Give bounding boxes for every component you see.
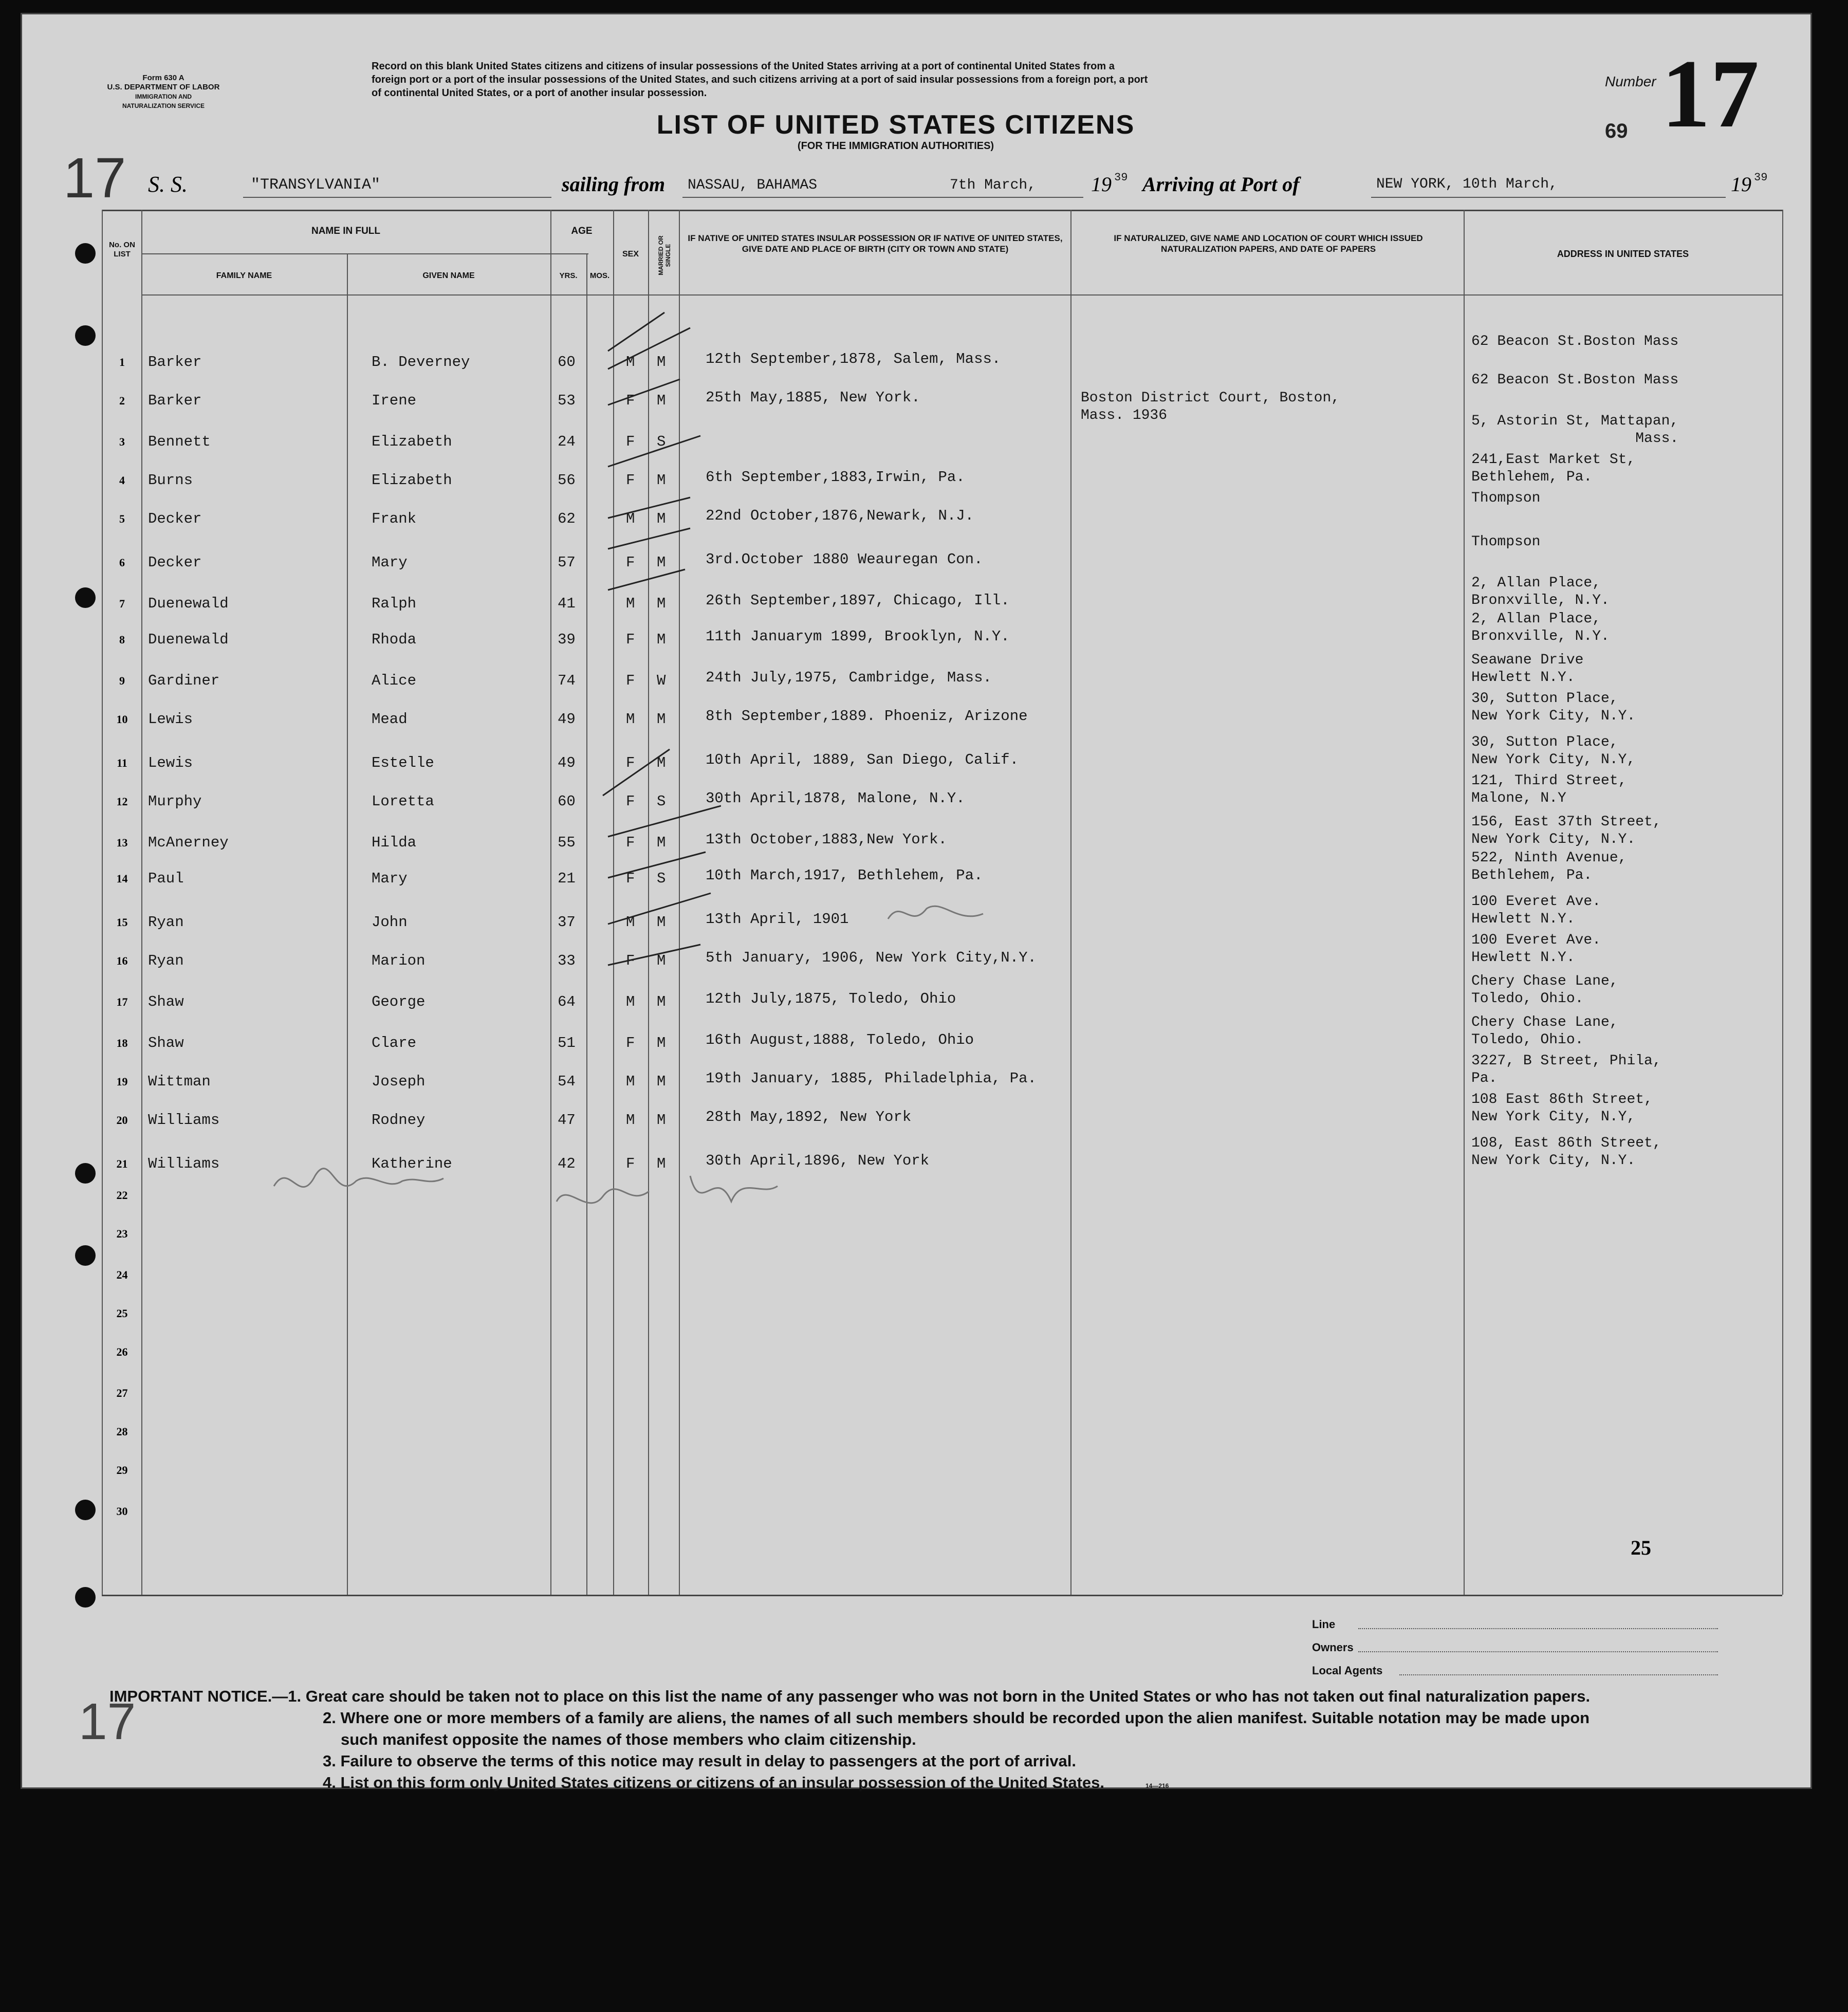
age-years: 37	[558, 914, 576, 931]
family-name: Barker	[148, 354, 202, 371]
manifest-sheet	[21, 13, 1812, 1792]
birth-details: 11th Januarym 1899, Brooklyn, N.Y.	[706, 628, 1010, 645]
number-label: Number	[1605, 73, 1656, 89]
naturalization: Boston District Court, Boston, Mass. 1936	[1081, 390, 1340, 423]
sex: M	[626, 993, 635, 1010]
total-count: 25	[1631, 1536, 1651, 1559]
row-number: 20	[116, 1114, 128, 1127]
punch-hole	[75, 243, 96, 264]
marital-status: M	[657, 1073, 666, 1090]
row-number: 19	[116, 1075, 128, 1088]
family-name: Williams	[148, 1155, 220, 1172]
row-number: 7	[119, 597, 125, 610]
row-number: 12	[116, 795, 128, 808]
arriving-label: Arriving at Port of	[1142, 173, 1300, 196]
col-married-single: MARRIED OR SINGLE	[657, 235, 672, 275]
given-name: Elizabeth	[372, 472, 452, 489]
notice-item: such manifest opposite the names of those members who claim citizenship.	[341, 1730, 916, 1748]
row-number: 15	[116, 916, 128, 929]
given-name: Rodney	[372, 1112, 426, 1129]
age-years: 39	[558, 631, 576, 648]
address: 62 Beacon St.Boston Mass	[1471, 334, 1679, 349]
marital-status: M	[657, 914, 666, 931]
punch-hole	[75, 587, 96, 608]
margin-mark: 17	[63, 146, 126, 210]
row-number: 3	[119, 435, 125, 448]
birth-details: 22nd October,1876,Newark, N.J.	[706, 507, 974, 524]
marital-status: M	[657, 595, 666, 612]
marital-status: M	[657, 952, 666, 969]
col-mos: MOS.	[589, 271, 610, 280]
address: 156, East 37th Street, New York City, N.Y.	[1471, 814, 1661, 847]
given-name: Clare	[372, 1035, 417, 1051]
given-name: Mary	[372, 870, 408, 887]
age-years: 49	[558, 711, 576, 728]
birth-details: 26th September,1897, Chicago, Ill.	[706, 592, 1010, 609]
age-years: 56	[558, 472, 576, 489]
notice-item: 3. Failure to observe the terms of this notice may result in delay to passengers at the port of arrival.	[323, 1752, 1077, 1770]
tick-marks	[587, 302, 721, 1094]
given-name: Loretta	[372, 793, 434, 810]
address: Chery Chase Lane, Toledo, Ohio.	[1471, 973, 1618, 1007]
sex: F	[626, 672, 635, 689]
birth-details: 6th September,1883,Irwin, Pa.	[706, 469, 965, 486]
punch-hole	[75, 1587, 96, 1608]
marital-status: M	[657, 1035, 666, 1051]
voyage-line	[148, 171, 1782, 202]
age-years: 33	[558, 952, 576, 969]
family-name: Decker	[148, 554, 202, 571]
sex: F	[626, 952, 635, 969]
address: Seawane Drive Hewlett N.Y.	[1471, 652, 1584, 686]
punch-hole	[75, 1163, 96, 1184]
family-name: Burns	[148, 472, 193, 489]
row-number: 28	[116, 1425, 128, 1438]
row-number: 24	[116, 1268, 128, 1281]
instructions	[372, 60, 1554, 100]
col-sex: SEX	[622, 250, 639, 259]
sex: M	[626, 595, 635, 612]
marital-status: M	[657, 711, 666, 728]
age-years: 49	[558, 754, 576, 771]
sex: M	[626, 914, 635, 931]
birth-details: 30th April,1878, Malone, N.Y.	[706, 790, 965, 807]
given-name: Hilda	[372, 834, 417, 851]
marital-status: S	[657, 433, 666, 450]
row-number: 10	[116, 713, 128, 726]
agents-label: Local Agents	[1312, 1664, 1383, 1677]
notice-margin-mark: 17	[79, 1693, 136, 1750]
row-number: 27	[116, 1387, 128, 1399]
year-suffix: 39	[1114, 171, 1128, 184]
family-name: Shaw	[148, 993, 184, 1010]
family-name: Lewis	[148, 754, 193, 771]
given-name: Alice	[372, 672, 417, 689]
family-name: Shaw	[148, 1035, 184, 1051]
marital-status: S	[657, 870, 666, 887]
marital-status: M	[657, 631, 666, 648]
family-name: Ryan	[148, 952, 184, 969]
marital-status: M	[657, 510, 666, 527]
row-number: 13	[116, 836, 128, 849]
from-port: NASSAU, BAHAMAS	[688, 177, 818, 193]
punch-hole	[75, 325, 96, 346]
address: 100 Everet Ave. Hewlett N.Y.	[1471, 894, 1601, 927]
age-years: 54	[558, 1073, 576, 1090]
instruction-line: of continental United States, or a port of another insular possession.	[372, 87, 707, 99]
birth-details: 3rd.October 1880 Weauregan Con.	[706, 551, 983, 568]
list-number: 17	[1661, 40, 1759, 148]
row-number: 9	[119, 674, 125, 687]
sex: F	[626, 472, 635, 489]
given-name: Estelle	[372, 754, 434, 771]
address: Thompson	[1471, 534, 1541, 550]
family-name: Bennett	[148, 433, 211, 450]
stamp-number: 69	[1605, 120, 1628, 142]
birth-details: 30th April,1896, New York	[706, 1152, 930, 1169]
family-name: Gardiner	[148, 672, 220, 689]
birth-details: 25th May,1885, New York.	[706, 389, 920, 406]
page-title: LIST OF UNITED STATES CITIZENS	[656, 110, 1135, 140]
sex: F	[626, 834, 635, 851]
signature-scrawl	[269, 1155, 783, 1227]
row-number: 4	[119, 474, 125, 487]
birth-details: 10th March,1917, Bethlehem, Pa.	[706, 867, 983, 884]
age-years: 42	[558, 1155, 576, 1172]
birth-details: 16th August,1888, Toledo, Ohio	[706, 1031, 974, 1048]
marital-status: M	[657, 472, 666, 489]
sex: M	[626, 711, 635, 728]
birth-details: 13th October,1883,New York.	[706, 831, 947, 848]
punch-hole	[75, 1245, 96, 1266]
form-block	[99, 73, 228, 110]
row-number: 11	[117, 756, 127, 769]
age-years: 47	[558, 1112, 576, 1129]
age-years: 60	[558, 793, 576, 810]
age-years: 53	[558, 392, 576, 409]
row-number: 29	[116, 1464, 128, 1476]
family-name: Wittman	[148, 1073, 211, 1090]
service-line: IMMIGRATION AND	[135, 93, 192, 100]
row-number: 1	[119, 356, 125, 368]
address: Thompson	[1471, 490, 1541, 506]
marital-status: M	[657, 554, 666, 571]
col-name-in-full: NAME IN FULL	[311, 226, 381, 236]
sex: F	[626, 631, 635, 648]
given-name: Rhoda	[372, 631, 417, 648]
birth-details: 13th April, 1901	[706, 911, 849, 928]
given-name: Joseph	[372, 1073, 426, 1090]
family-name: Williams	[148, 1112, 220, 1129]
address: 108, East 86th Street, New York City, N.Y.	[1471, 1135, 1661, 1169]
age-years: 64	[558, 993, 576, 1010]
row-number: 17	[116, 995, 128, 1008]
line-label: Line	[1312, 1618, 1336, 1631]
sex: M	[626, 1112, 635, 1129]
sex: F	[626, 754, 635, 771]
important-notice	[109, 1687, 1785, 1795]
age-years: 55	[558, 834, 576, 851]
family-name: Duenewald	[148, 595, 229, 612]
sex: F	[626, 433, 635, 450]
given-name: George	[372, 993, 426, 1010]
given-name: Irene	[372, 392, 417, 409]
birth-details: 12th July,1875, Toledo, Ohio	[706, 990, 956, 1007]
address: Chery Chase Lane, Toledo, Ohio.	[1471, 1014, 1618, 1048]
sex: M	[626, 510, 635, 527]
birth-details: 5th January, 1906, New York City,N.Y.	[706, 949, 1037, 966]
row-number: 30	[116, 1505, 128, 1518]
family-name: McAnerney	[148, 834, 229, 851]
given-name: Marion	[372, 952, 426, 969]
departure-date: 7th March,	[950, 177, 1037, 193]
sex: M	[626, 1073, 635, 1090]
arrival-port: NEW YORK, 10th March,	[1376, 176, 1558, 192]
age-years: 24	[558, 433, 576, 450]
sex: F	[626, 392, 635, 409]
address: 62 Beacon St.Boston Mass	[1471, 372, 1679, 388]
row-number: 2	[119, 394, 125, 407]
birth-details: 12th September,1878, Salem, Mass.	[706, 350, 1001, 367]
row-number: 16	[116, 954, 128, 967]
year-prefix: 19	[1731, 173, 1751, 196]
col-age: AGE	[571, 226, 593, 236]
row-number: 6	[119, 556, 125, 569]
sex: F	[626, 1035, 635, 1051]
family-name: Duenewald	[148, 631, 229, 648]
age-years: 57	[558, 554, 576, 571]
marital-status: M	[657, 834, 666, 851]
birth-details: 8th September,1889. Phoeniz, Arizone	[706, 708, 1028, 725]
initials-scrawl	[885, 898, 988, 929]
birth-details: 24th July,1975, Cambridge, Mass.	[706, 669, 992, 686]
sailing-label: sailing from	[562, 173, 666, 196]
sex: F	[626, 1155, 635, 1172]
address: 30, Sutton Place, New York City, N.Y,	[1471, 734, 1636, 768]
col-no: No. ON LIST	[109, 241, 135, 259]
sex: F	[626, 793, 635, 810]
age-years: 21	[558, 870, 576, 887]
birth-details: 28th May,1892, New York	[706, 1109, 912, 1125]
notice-item: —1. Great care should be taken not to place on this list the name of any passenger who was not born in the United States or who has not taken out final naturalization papers.	[272, 1687, 1591, 1705]
col-family-name: FAMILY NAME	[216, 271, 272, 280]
marital-status: M	[657, 1112, 666, 1129]
given-name: Mary	[372, 554, 408, 571]
address: 108 East 86th Street, New York City, N.Y,	[1471, 1092, 1653, 1125]
col-yrs: YRS.	[559, 271, 578, 280]
sex: F	[626, 554, 635, 571]
address: 5, Astorin St, Mattapan, Mass.	[1471, 413, 1679, 447]
row-number: 25	[116, 1307, 128, 1320]
instruction-line: foreign port or a port of the insular possessions of the United States, and such citizens arriving at a port of said insular possessions from a foreign port, a port	[372, 74, 1148, 85]
given-name: Mead	[372, 711, 408, 728]
given-name: B. Deverney	[372, 354, 470, 371]
address: 100 Everet Ave. Hewlett N.Y.	[1471, 932, 1601, 966]
family-name: Decker	[148, 510, 202, 527]
col-address: ADDRESS IN UNITED STATES	[1557, 249, 1689, 259]
row-number: 22	[116, 1189, 128, 1202]
col-given-name: GIVEN NAME	[422, 271, 475, 280]
given-name: Frank	[372, 510, 417, 527]
sex: F	[626, 870, 635, 887]
row-number: 8	[119, 633, 125, 646]
col-birth: IF NATIVE OF UNITED STATES INSULAR POSSESSION OR IF NATIVE OF UNITED STATES, GIVE DATE AND PLACE OF BIRTH (CITY OR TOWN AND STATE)	[688, 233, 1063, 254]
age-years: 41	[558, 595, 576, 612]
family-name: Ryan	[148, 914, 184, 931]
marital-status: S	[657, 793, 666, 810]
marital-status: M	[657, 993, 666, 1010]
family-name: Barker	[148, 392, 202, 409]
address: 3227, B Street, Phila, Pa.	[1471, 1053, 1661, 1086]
notice-item: 4. List on this form only United States citizens or citizens of an insular possession of the United States.	[323, 1774, 1104, 1792]
age-years: 60	[558, 354, 576, 371]
department: U.S. DEPARTMENT OF LABOR	[107, 83, 220, 91]
row-number: 21	[116, 1157, 128, 1170]
form-id: Form 630 A	[142, 73, 184, 82]
col-naturalized: IF NATURALIZED, GIVE NAME AND LOCATION OF COURT WHICH ISSUED NATURALIZATION PAPERS, AND DATE OF PAPERS	[1114, 233, 1423, 254]
punch-hole	[75, 1500, 96, 1520]
birth-details: 19th January, 1885, Philadelphia, Pa.	[706, 1070, 1037, 1087]
marital-status: M	[657, 354, 666, 371]
page-subtitle: (FOR THE IMMIGRATION AUTHORITIES)	[797, 140, 994, 152]
row-number: 5	[119, 512, 125, 525]
address: 2, Allan Place, Bronxville, N.Y.	[1471, 611, 1610, 644]
row-number: 26	[116, 1345, 128, 1358]
year-prefix: 19	[1091, 173, 1112, 196]
marital-status: W	[657, 672, 666, 689]
row-number: 18	[116, 1037, 128, 1049]
notice-item: 2. Where one or more members of a family are aliens, the names of all such members should be recorded upon the alien manifest. Suitable notation may be made upon	[323, 1709, 1590, 1727]
owners-label: Owners	[1312, 1641, 1354, 1654]
year-suffix: 39	[1754, 171, 1768, 184]
ship-name: "TRANSYLVANIA"	[251, 176, 381, 194]
ss-label: S. S.	[148, 172, 188, 197]
given-name: Katherine	[372, 1155, 452, 1172]
age-years: 74	[558, 672, 576, 689]
row-number: 14	[116, 872, 128, 885]
row-number: 23	[116, 1227, 128, 1240]
age-years: 51	[558, 1035, 576, 1051]
instruction-line: Record on this blank United States citizens and citizens of insular possessions of the United States arriving at a port of continental United States from a	[372, 61, 1115, 72]
print-code: 14—216	[1145, 1782, 1169, 1789]
address: 2, Allan Place, Bronxville, N.Y.	[1471, 575, 1610, 608]
age-years: 62	[558, 510, 576, 527]
notice-heading: IMPORTANT NOTICE.	[109, 1687, 272, 1705]
family-name: Paul	[148, 870, 184, 887]
address: 522, Ninth Avenue, Bethlehem, Pa.	[1471, 850, 1627, 883]
family-name: Lewis	[148, 711, 193, 728]
address: 241,East Market St, Bethlehem, Pa.	[1471, 452, 1636, 485]
marital-status: M	[657, 392, 666, 409]
address: 121, Third Street, Malone, N.Y	[1471, 773, 1627, 806]
sex: M	[626, 354, 635, 371]
given-name: John	[372, 914, 408, 931]
address: 30, Sutton Place, New York City, N.Y.	[1471, 691, 1636, 724]
marital-status: M	[657, 1155, 666, 1172]
family-name: Murphy	[148, 793, 202, 810]
marital-status: M	[657, 754, 666, 771]
given-name: Elizabeth	[372, 433, 452, 450]
given-name: Ralph	[372, 595, 417, 612]
service-line: NATURALIZATION SERVICE	[122, 102, 205, 109]
birth-details: 10th April, 1889, San Diego, Calif.	[706, 751, 1019, 768]
